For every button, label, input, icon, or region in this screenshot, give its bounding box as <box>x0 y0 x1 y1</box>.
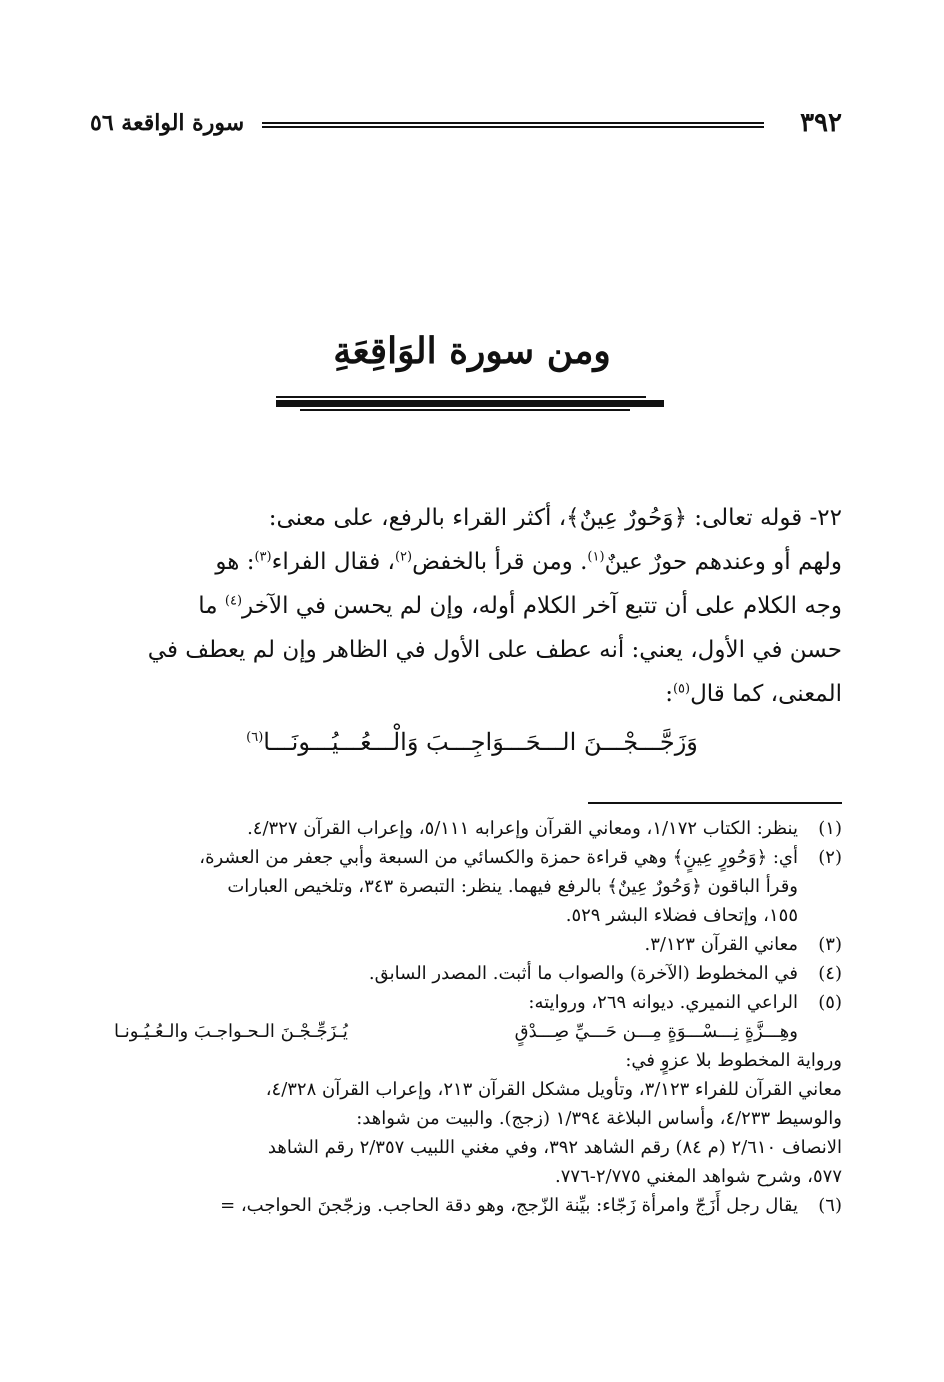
page-number: ٣٩٢ <box>800 108 842 138</box>
body-line-3 <box>98 584 842 628</box>
footnote-text: يقال رجل أَزَجّ وامرأة زَجّاء: بيِّنة الزّجج، وهو دقة الحاجب. وزجّجنَ الحواجب، = <box>220 1195 798 1216</box>
main-paragraph <box>98 496 842 716</box>
footnote-text: في المخطوط (الآخرة) والصواب ما أثبت. المصدر السابق. <box>368 963 798 984</box>
body-line-2 <box>98 540 842 584</box>
footnote-ref-3: (٣) <box>254 549 272 565</box>
footnote-text <box>94 1046 842 1191</box>
footnote-2 <box>94 843 842 930</box>
verse-text: وَزَجَّـــجْـــنَ الـــحَـــوَاجِـــبَ وَالْـــعُـــيُـــونَـــا <box>263 728 698 756</box>
footnote-text: معاني القرآن ٣/١٢٣. <box>644 934 798 955</box>
footnote-line: والوسيط ٤/٢٣٣، وأساس البلاغة ١/٣٩٤ (زجج). والبيت من شواهد: <box>356 1108 842 1129</box>
footnote-poem-line <box>94 1017 798 1046</box>
footnote-line: ٥٧٧، وشرح شواهد المغني ٢/٧٧٥-٧٧٦. <box>555 1166 842 1187</box>
body-text-segment: . ومن قرأ بالخفض <box>412 549 588 575</box>
footnote-number: (٥) <box>818 992 842 1013</box>
poetry-verse <box>0 728 944 756</box>
body-line-5 <box>98 672 842 716</box>
body-text-segment: المعنى، كما قال <box>690 681 842 707</box>
footnote-line: وقرأ الباقون ﴿وَحُورٌ عِينٌ﴾ بالرفع فيهما. ينظر: التبصرة ٣٤٣، وتلخيص العبارات <box>227 876 798 897</box>
footnote-6 <box>94 1191 842 1220</box>
footnote-ref-1: (١) <box>587 549 605 565</box>
footnote-ref-2: (٢) <box>394 549 413 565</box>
footnote-number: (٢) <box>818 847 842 868</box>
footnote-4 <box>94 959 842 988</box>
footnote-line: معاني القرآن للفراء ٣/١٢٣، وتأويل مشكل القرآن ٢١٣، وإعراب القرآن ٤/٣٢٨، <box>265 1079 842 1100</box>
footnote-number: (٤) <box>818 963 842 984</box>
body-text-segment: وجه الكلام على أن تتبع آخر الكلام أوله، وإن لم يحسن في الآخر <box>242 593 842 619</box>
footnote-1 <box>94 814 842 843</box>
body-text-segment: ، فقال الفراء <box>271 549 395 575</box>
body-text-segment: : <box>665 681 673 707</box>
footnote-3 <box>94 930 842 959</box>
footnote-line: الانصاف ٢/٦١٠ (م ٨٤) رقم الشاهد ٣٩٢، وفي مغني اللبيب ٢/٣٥٧ رقم الشاهد <box>267 1137 842 1158</box>
title-rule-top <box>276 396 646 398</box>
footnote-ref-5: (٥) <box>672 681 691 697</box>
footnote-line: ١٥٥، وإتحاف فضلاء البشر ٥٢٩. <box>565 905 798 926</box>
title-rule-bottom <box>300 409 630 411</box>
poem-hemistich-first: وهِـــزَّةٍ نِـــسْـــوَةٍ مِـــن حَـــيِّ صِـــدْقٍ <box>514 1021 798 1042</box>
running-title: سورة الواقعة ٥٦ <box>90 110 245 136</box>
body-text-segment: ما <box>198 593 225 619</box>
footnote-5 <box>94 988 842 1046</box>
footnote-separator <box>588 802 842 804</box>
footnote-5-continued <box>94 1046 842 1191</box>
footnote-ref-6: (٦) <box>246 730 264 745</box>
footnote-number: (١) <box>818 818 842 839</box>
footnote-line: ورواية المخطوط بلا عزوٍ في: <box>625 1050 842 1071</box>
footnote-text <box>94 988 798 1046</box>
footnote-number: (٦) <box>818 1195 842 1216</box>
body-text-segment: ولهم أو وعندهم حورٌ عينٌ <box>604 549 842 575</box>
header-double-rule <box>262 122 764 128</box>
title-rule-thick <box>276 400 664 407</box>
footnote-line: الراعي النميري. ديوانه ٢٦٩، وروايته: <box>528 992 798 1013</box>
body-line-4: حسن في الأول، يعني: أنه عطف على الأول في الظاهر وإن لم يعطف في <box>147 637 842 663</box>
footnotes <box>94 814 842 1220</box>
chapter-title: ومن سورة الوَاقِعَةِ <box>333 330 611 372</box>
body-line-1: ٢٢- قوله تعالى: ﴿وَحُورٌ عِينٌ﴾، أكثر القراء بالرفع، على معنى: <box>268 505 842 531</box>
footnote-number: (٣) <box>818 934 842 955</box>
footnote-line: أي: ﴿وَحُورٍ عِينٍ﴾ وهي قراءة حمزة والكسائي من السبعة وأبي جعفر من العشرة، <box>199 847 798 868</box>
footnote-text: ينظر: الكتاب ١/١٧٢، ومعاني القرآن وإعرابه ٥/١١١، وإعراب القرآن ٤/٣٢٧. <box>247 818 798 839</box>
footnote-ref-4: (٤) <box>224 593 243 609</box>
poem-hemistich-second: يُـزَجِّـجْـنَ الـحـواجـبَ والـعُـيُـونـا <box>114 1021 348 1042</box>
running-header <box>90 104 842 144</box>
footnote-text <box>94 843 798 930</box>
body-text-segment: : هو <box>215 549 255 575</box>
